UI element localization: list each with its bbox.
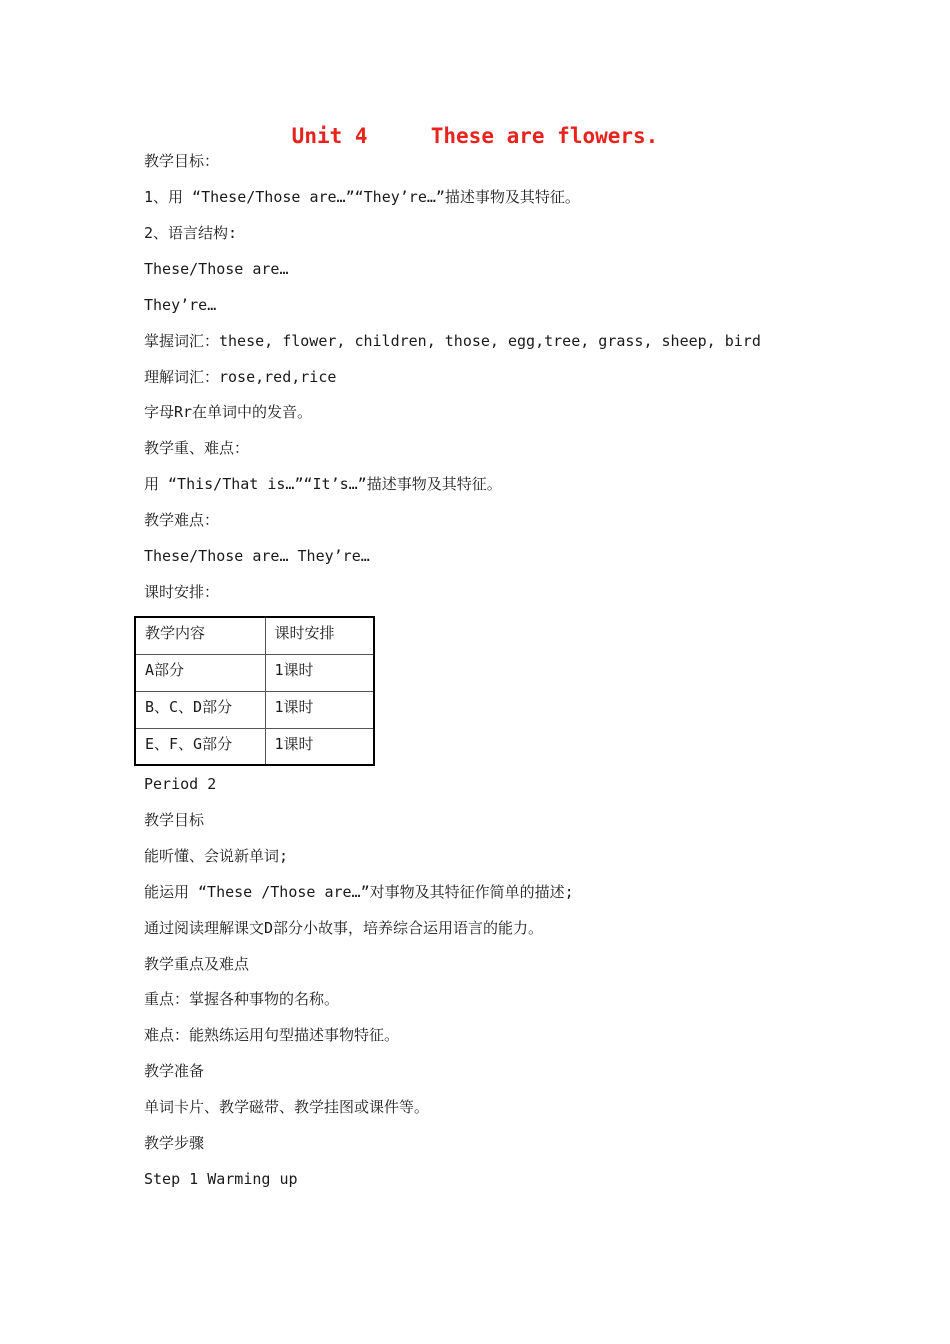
schedule-table [134,616,375,766]
text-line: 教学目标： [144,152,220,170]
text-line: 用 “This/That is…”“It’s…”描述事物及其特征。 [144,475,502,493]
text-line: These/Those are… They’re… [144,547,370,565]
text-line: These/Those are… [144,260,289,278]
text-line: 2、语言结构: [144,224,238,242]
text-line: 课时安排： [144,583,220,601]
text-line: 字母Rr在单词中的发音。 [144,403,313,421]
text-line: 教学重点及难点 [144,955,250,973]
text-line: 能运用 “These /Those are…”对事物及其特征作简单的描述; [144,883,574,901]
text-line: 能听懂、会说新单词; [144,847,289,865]
document-title: Unit 4 These are flowers. [291,124,659,148]
table-header-cell: 课时安排 [265,617,374,654]
text-line: 难点：能熟练运用句型描述事物特征。 [144,1026,400,1044]
text-line: 重点：掌握各种事物的名称。 [144,990,340,1008]
table-header-row [135,617,374,654]
text-line: 教学难点： [144,511,220,529]
table-header-cell: 教学内容 [135,617,265,654]
table-cell: B、C、D部分 [135,691,265,728]
table-row [135,691,374,728]
table-cell: E、F、G部分 [135,728,265,765]
text-line: 掌握词汇：these, flower, children, those, egg,tree, grass, sheep, bird [144,332,761,350]
table-cell: 1课时 [265,654,374,691]
table-row [135,654,374,691]
text-line: 教学准备 [144,1062,205,1080]
table-cell: A部分 [135,654,265,691]
text-line: 教学重、难点： [144,439,250,457]
table-cell: 1课时 [265,728,374,765]
text-line: 单词卡片、教学磁带、教学挂图或课件等。 [144,1098,430,1116]
text-line: 理解词汇：rose,red,rice [144,368,337,386]
text-line: Period 2 [144,775,217,793]
text-line: They’re… [144,296,217,314]
text-line: 教学步骤 [144,1134,205,1152]
text-line: Step 1 Warming up [144,1170,298,1188]
table-cell: 1课时 [265,691,374,728]
text-line: 通过阅读理解课文D部分小故事，培养综合运用语言的能力。 [144,919,544,937]
text-line: 1、用 “These/Those are…”“They’re…”描述事物及其特征。 [144,188,580,206]
text-line: 教学目标 [144,811,205,829]
table-row [135,728,374,765]
